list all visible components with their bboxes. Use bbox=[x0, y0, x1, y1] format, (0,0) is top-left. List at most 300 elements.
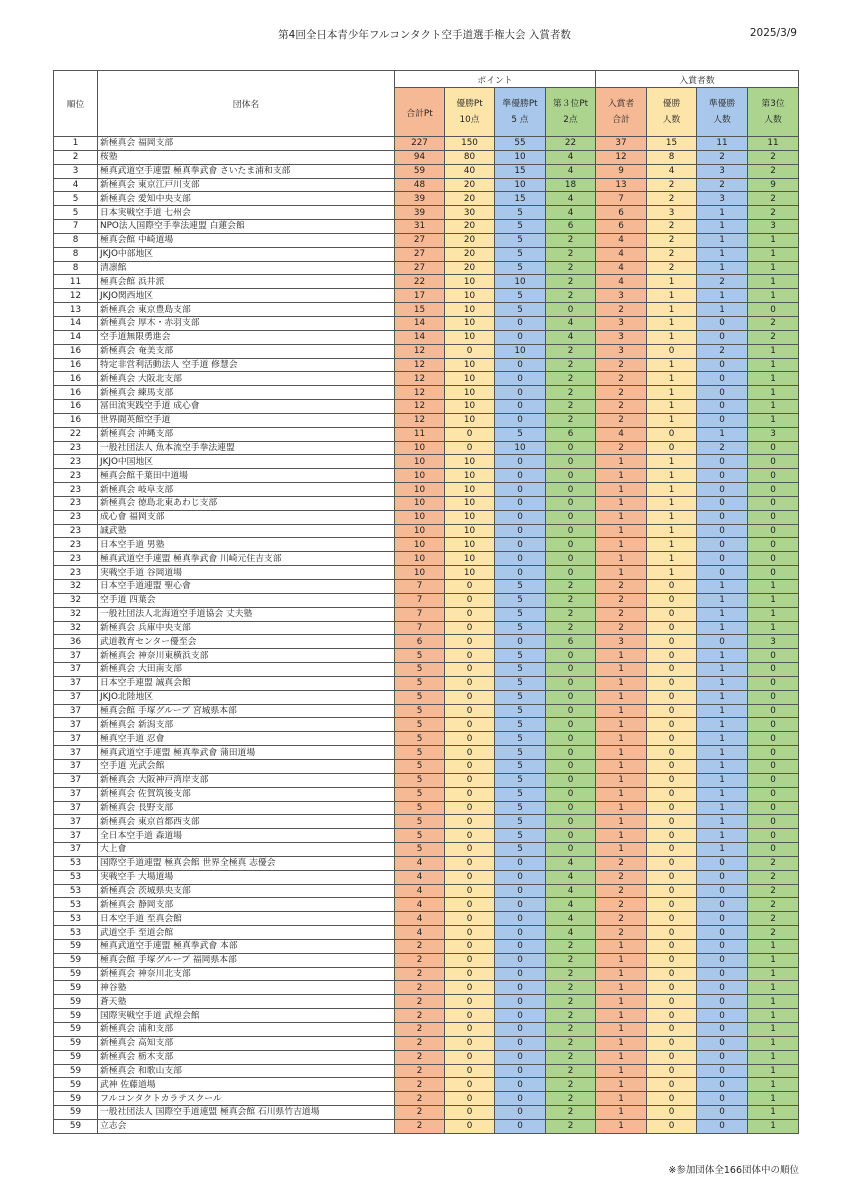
rank-cell: 59 bbox=[54, 1023, 98, 1037]
total-pt-cell: 10 bbox=[395, 496, 445, 510]
table-row bbox=[54, 898, 799, 912]
sub-pt-cell: 0 bbox=[495, 856, 546, 870]
sub-pt-cell: 15 bbox=[495, 164, 546, 178]
winners-total-cell: 1 bbox=[596, 649, 647, 663]
third-count-cell: 1 bbox=[748, 233, 799, 247]
sub-count-cell: 0 bbox=[697, 386, 748, 400]
total-pt-cell: 5 bbox=[395, 732, 445, 746]
winners-total-cell: 1 bbox=[596, 690, 647, 704]
team-name-cell: 大上會 bbox=[98, 843, 395, 857]
third-count-cell: 0 bbox=[748, 718, 799, 732]
sub-pt-cell: 0 bbox=[495, 566, 546, 580]
rank-cell: 23 bbox=[54, 566, 98, 580]
rank-cell: 23 bbox=[54, 441, 98, 455]
third-count-cell: 1 bbox=[748, 1009, 799, 1023]
sub-count-cell: 0 bbox=[697, 967, 748, 981]
winners-total-cell: 2 bbox=[596, 386, 647, 400]
third-pt-cell: 2 bbox=[546, 400, 596, 414]
team-name-cell: 実戦空手道 谷岡道場 bbox=[98, 566, 395, 580]
win-pt-cell: 0 bbox=[445, 829, 495, 843]
sub-pt-cell: 0 bbox=[495, 330, 546, 344]
winners-total-cell: 2 bbox=[596, 912, 647, 926]
sub-count-cell: 1 bbox=[697, 663, 748, 677]
total-pt-cell: 12 bbox=[395, 344, 445, 358]
rank-cell: 53 bbox=[54, 884, 98, 898]
sub-pt-cell: 0 bbox=[495, 995, 546, 1009]
win-count-cell: 2 bbox=[647, 261, 697, 275]
third-pt-cell: 0 bbox=[546, 524, 596, 538]
third-count-cell: 0 bbox=[748, 773, 799, 787]
third-count-cell: 0 bbox=[748, 441, 799, 455]
rank-header: 順位 bbox=[54, 71, 98, 137]
win-pt-cell: 0 bbox=[445, 981, 495, 995]
total-pt-cell: 227 bbox=[395, 137, 445, 151]
sub-pt-cell: 5 bbox=[495, 843, 546, 857]
table-row bbox=[54, 856, 799, 870]
table-row bbox=[54, 870, 799, 884]
third-pt-cell: 0 bbox=[546, 496, 596, 510]
sub-count-cell: 0 bbox=[697, 538, 748, 552]
third-count-cell: 0 bbox=[748, 815, 799, 829]
winners-total-cell: 4 bbox=[596, 261, 647, 275]
win-count-cell: 0 bbox=[647, 1092, 697, 1106]
win-count-cell: 0 bbox=[647, 607, 697, 621]
third-count-cell: 0 bbox=[748, 732, 799, 746]
sub-count-cell: 0 bbox=[697, 1050, 748, 1064]
team-name-cell: 新極真会 東京豊島支部 bbox=[98, 303, 395, 317]
sub-count-cell: 2 bbox=[697, 275, 748, 289]
third-pt-cell: 2 bbox=[546, 621, 596, 635]
team-name-cell: 新極真会 愛知中央支部 bbox=[98, 192, 395, 206]
win-count-cell: 0 bbox=[647, 344, 697, 358]
third-pt-cell: 2 bbox=[546, 1064, 596, 1078]
third-pt-cell: 4 bbox=[546, 316, 596, 330]
win-pt-cell: 0 bbox=[445, 621, 495, 635]
win-count-cell: 0 bbox=[647, 773, 697, 787]
table-row bbox=[54, 496, 799, 510]
rank-cell: 4 bbox=[54, 178, 98, 192]
rank-cell: 32 bbox=[54, 580, 98, 594]
third-count-cell: 0 bbox=[748, 829, 799, 843]
third-count-cell: 0 bbox=[748, 690, 799, 704]
third-count-cell: 0 bbox=[748, 524, 799, 538]
third-pt-cell: 2 bbox=[546, 275, 596, 289]
total-pt-cell: 2 bbox=[395, 1119, 445, 1133]
rank-cell: 16 bbox=[54, 386, 98, 400]
team-name-cell: 世界闘英館空手道 bbox=[98, 413, 395, 427]
sub-pt-cell: 0 bbox=[495, 1050, 546, 1064]
sub-pt-cell: 5 bbox=[495, 759, 546, 773]
win-count-cell: 0 bbox=[647, 676, 697, 690]
rank-cell: 32 bbox=[54, 621, 98, 635]
total-pt-cell: 27 bbox=[395, 233, 445, 247]
sub-pt-cell: 5 bbox=[495, 303, 546, 317]
third-pt-cell: 2 bbox=[546, 607, 596, 621]
rank-cell: 12 bbox=[54, 289, 98, 303]
sub-count-cell: 1 bbox=[697, 427, 748, 441]
rank-cell: 37 bbox=[54, 759, 98, 773]
win-pt-cell: 0 bbox=[445, 1036, 495, 1050]
win-count-cell: 0 bbox=[647, 1078, 697, 1092]
sub-count-cell: 0 bbox=[697, 856, 748, 870]
third-pt-cell: 0 bbox=[546, 455, 596, 469]
third-pt-cell: 6 bbox=[546, 220, 596, 234]
win-pt-cell: 0 bbox=[445, 912, 495, 926]
third-count-cell: 1 bbox=[748, 344, 799, 358]
footer-note: ※参加団体全166団体中の順位 bbox=[668, 1165, 799, 1176]
table-row bbox=[54, 524, 799, 538]
win-pt-cell: 0 bbox=[445, 1078, 495, 1092]
third-count-cell: 1 bbox=[748, 953, 799, 967]
sub-pt-cell: 0 bbox=[495, 524, 546, 538]
sub-count-cell: 1 bbox=[697, 649, 748, 663]
rank-cell: 59 bbox=[54, 1050, 98, 1064]
table-row bbox=[54, 995, 799, 1009]
winners-total-cell: 6 bbox=[596, 206, 647, 220]
third-count-cell: 0 bbox=[748, 510, 799, 524]
winners-total-cell: 1 bbox=[596, 1106, 647, 1120]
third-count-cell: 2 bbox=[748, 330, 799, 344]
sub-count-cell: 1 bbox=[697, 815, 748, 829]
total-pt-cell: 5 bbox=[395, 787, 445, 801]
third-count-cell: 2 bbox=[748, 884, 799, 898]
sub-count-cell: 1 bbox=[697, 759, 748, 773]
sub-count-cell: 1 bbox=[697, 773, 748, 787]
third-pt-cell: 0 bbox=[546, 843, 596, 857]
third-count-cell: 2 bbox=[748, 926, 799, 940]
rank-cell: 53 bbox=[54, 870, 98, 884]
win-pt-cell: 0 bbox=[445, 427, 495, 441]
third-count-cell: 0 bbox=[748, 566, 799, 580]
win-pt-cell: 20 bbox=[445, 233, 495, 247]
sub-count-cell: 1 bbox=[697, 580, 748, 594]
page-title: 第4回全日本青少年フルコンタクト空手道選手権大会 入賞者数 bbox=[278, 29, 571, 41]
rank-cell: 37 bbox=[54, 773, 98, 787]
winners-total-header: 入賞者 合計 bbox=[596, 88, 647, 137]
win-pt-cell: 20 bbox=[445, 261, 495, 275]
table-row bbox=[54, 1092, 799, 1106]
total-pt-cell: 7 bbox=[395, 621, 445, 635]
table-row bbox=[54, 316, 799, 330]
table-row bbox=[54, 137, 799, 151]
sub-count-cell: 1 bbox=[697, 220, 748, 234]
win-count-cell: 1 bbox=[647, 552, 697, 566]
third-pt-cell: 2 bbox=[546, 372, 596, 386]
win-count-cell: 0 bbox=[647, 967, 697, 981]
table-row bbox=[54, 233, 799, 247]
third-count-cell: 0 bbox=[748, 455, 799, 469]
rank-cell: 53 bbox=[54, 898, 98, 912]
third-count-cell: 1 bbox=[748, 1119, 799, 1133]
sub-pt-cell: 5 bbox=[495, 649, 546, 663]
win-count-cell: 0 bbox=[647, 829, 697, 843]
total-pt-cell: 10 bbox=[395, 441, 445, 455]
third-pt-cell: 2 bbox=[546, 981, 596, 995]
team-name-cell: 極真武道空手連盟 極真拳武會 さいたま浦和支部 bbox=[98, 164, 395, 178]
win-pt-cell: 0 bbox=[445, 967, 495, 981]
table-row bbox=[54, 206, 799, 220]
team-name-cell: JKJO中部地区 bbox=[98, 247, 395, 261]
third-count-cell: 3 bbox=[748, 635, 799, 649]
total-pt-cell: 39 bbox=[395, 192, 445, 206]
win-pt-cell: 10 bbox=[445, 386, 495, 400]
winners-total-cell: 2 bbox=[596, 898, 647, 912]
win-pt-cell: 10 bbox=[445, 524, 495, 538]
win-count-cell: 4 bbox=[647, 164, 697, 178]
table-row bbox=[54, 912, 799, 926]
win-pt-cell: 0 bbox=[445, 926, 495, 940]
third-count-cell: 11 bbox=[748, 137, 799, 151]
third-count-cell: 1 bbox=[748, 1106, 799, 1120]
total-pt-cell: 2 bbox=[395, 995, 445, 1009]
win-pt-cell: 0 bbox=[445, 870, 495, 884]
sub-pt-cell: 5 bbox=[495, 815, 546, 829]
table-row bbox=[54, 732, 799, 746]
sub-pt-cell: 0 bbox=[495, 358, 546, 372]
total-pt-cell: 4 bbox=[395, 912, 445, 926]
win-count-cell: 0 bbox=[647, 593, 697, 607]
third-count-cell: 0 bbox=[748, 746, 799, 760]
table-row bbox=[54, 386, 799, 400]
results-body bbox=[54, 137, 799, 1134]
team-name-cell: JKJO中国地区 bbox=[98, 455, 395, 469]
sub-count-cell: 3 bbox=[697, 192, 748, 206]
sub-pt-header: 準優勝Pt 5 点 bbox=[495, 88, 546, 137]
win-count-cell: 1 bbox=[647, 413, 697, 427]
rank-cell: 37 bbox=[54, 801, 98, 815]
winners-total-cell: 1 bbox=[596, 759, 647, 773]
sub-count-cell: 1 bbox=[697, 261, 748, 275]
winners-total-cell: 1 bbox=[596, 732, 647, 746]
sub-count-cell: 0 bbox=[697, 400, 748, 414]
winners-total-cell: 2 bbox=[596, 593, 647, 607]
team-name-cell: 新極真会 神奈川北支部 bbox=[98, 967, 395, 981]
table-row bbox=[54, 718, 799, 732]
rank-cell: 2 bbox=[54, 150, 98, 164]
win-count-header: 優勝 人数 bbox=[647, 88, 697, 137]
total-pt-cell: 4 bbox=[395, 898, 445, 912]
win-pt-cell: 0 bbox=[445, 1050, 495, 1064]
win-count-cell: 1 bbox=[647, 566, 697, 580]
total-pt-cell: 5 bbox=[395, 746, 445, 760]
sub-pt-cell: 0 bbox=[495, 967, 546, 981]
third-pt-cell: 0 bbox=[546, 663, 596, 677]
rank-cell: 36 bbox=[54, 635, 98, 649]
sub-count-cell: 3 bbox=[697, 164, 748, 178]
rank-cell: 37 bbox=[54, 829, 98, 843]
winners-total-cell: 1 bbox=[596, 1078, 647, 1092]
table-row bbox=[54, 400, 799, 414]
sub-count-cell: 0 bbox=[697, 552, 748, 566]
winners-total-cell: 1 bbox=[596, 524, 647, 538]
winners-total-cell: 1 bbox=[596, 981, 647, 995]
sub-count-cell: 1 bbox=[697, 247, 748, 261]
rank-cell: 37 bbox=[54, 815, 98, 829]
team-name-cell: 新極真会 兵庫中央支部 bbox=[98, 621, 395, 635]
third-pt-cell: 22 bbox=[546, 137, 596, 151]
total-pt-cell: 5 bbox=[395, 773, 445, 787]
winners-total-cell: 4 bbox=[596, 275, 647, 289]
winners-total-cell: 1 bbox=[596, 815, 647, 829]
team-name-cell: 武神 佐藤道場 bbox=[98, 1078, 395, 1092]
sub-pt-cell: 5 bbox=[495, 718, 546, 732]
sub-pt-cell: 0 bbox=[495, 400, 546, 414]
winners-total-cell: 1 bbox=[596, 663, 647, 677]
winners-total-cell: 12 bbox=[596, 150, 647, 164]
table-row bbox=[54, 372, 799, 386]
sub-count-cell: 1 bbox=[697, 289, 748, 303]
team-name-cell: 極真会館千葉田中道場 bbox=[98, 469, 395, 483]
total-pt-cell: 14 bbox=[395, 330, 445, 344]
sub-pt-cell: 0 bbox=[495, 981, 546, 995]
rank-cell: 53 bbox=[54, 926, 98, 940]
win-count-cell: 1 bbox=[647, 469, 697, 483]
win-pt-cell: 150 bbox=[445, 137, 495, 151]
rank-cell: 14 bbox=[54, 316, 98, 330]
rank-cell: 37 bbox=[54, 787, 98, 801]
win-count-cell: 1 bbox=[647, 303, 697, 317]
total-pt-cell: 10 bbox=[395, 469, 445, 483]
table-row bbox=[54, 759, 799, 773]
total-pt-cell: 7 bbox=[395, 607, 445, 621]
sub-count-cell: 1 bbox=[697, 621, 748, 635]
win-pt-cell: 0 bbox=[445, 939, 495, 953]
total-pt-cell: 5 bbox=[395, 843, 445, 857]
total-pt-cell: 4 bbox=[395, 870, 445, 884]
team-name-cell: 新極真会 東京江戸川支部 bbox=[98, 178, 395, 192]
team-name-cell: 空手道 四葉会 bbox=[98, 593, 395, 607]
team-name-cell: 神谷塾 bbox=[98, 981, 395, 995]
third-count-cell: 1 bbox=[748, 593, 799, 607]
sub-pt-cell: 0 bbox=[495, 870, 546, 884]
third-pt-cell: 2 bbox=[546, 413, 596, 427]
team-name-cell: 新極真会 奄美支部 bbox=[98, 344, 395, 358]
sub-count-cell: 1 bbox=[697, 233, 748, 247]
winners-total-cell: 2 bbox=[596, 621, 647, 635]
table-row bbox=[54, 953, 799, 967]
win-pt-cell: 0 bbox=[445, 746, 495, 760]
rank-cell: 59 bbox=[54, 1078, 98, 1092]
third-pt-cell: 0 bbox=[546, 801, 596, 815]
third-count-cell: 0 bbox=[748, 649, 799, 663]
team-name-cell: 新極真会 佐賀筑後支部 bbox=[98, 787, 395, 801]
third-pt-cell: 2 bbox=[546, 1050, 596, 1064]
win-pt-cell: 0 bbox=[445, 663, 495, 677]
win-pt-cell: 10 bbox=[445, 552, 495, 566]
total-pt-cell: 4 bbox=[395, 856, 445, 870]
total-pt-cell: 10 bbox=[395, 524, 445, 538]
win-pt-cell: 10 bbox=[445, 510, 495, 524]
sub-pt-cell: 0 bbox=[495, 1106, 546, 1120]
sub-pt-cell: 5 bbox=[495, 289, 546, 303]
team-name-cell: 一般社団法人北海道空手道協会 丈夫塾 bbox=[98, 607, 395, 621]
third-count-cell: 1 bbox=[748, 995, 799, 1009]
sub-pt-cell: 0 bbox=[495, 510, 546, 524]
sub-pt-cell: 0 bbox=[495, 635, 546, 649]
team-name-cell: JKJO関西地区 bbox=[98, 289, 395, 303]
table-row bbox=[54, 552, 799, 566]
rank-cell: 37 bbox=[54, 746, 98, 760]
win-count-cell: 0 bbox=[647, 953, 697, 967]
total-pt-cell: 2 bbox=[395, 1078, 445, 1092]
third-count-cell: 0 bbox=[748, 303, 799, 317]
winners-total-cell: 1 bbox=[596, 1092, 647, 1106]
win-count-cell: 0 bbox=[647, 1119, 697, 1133]
total-pt-cell: 10 bbox=[395, 566, 445, 580]
sub-pt-cell: 5 bbox=[495, 607, 546, 621]
winners-total-cell: 13 bbox=[596, 178, 647, 192]
third-count-cell: 3 bbox=[748, 427, 799, 441]
team-name-cell: 武道空手 至道会館 bbox=[98, 926, 395, 940]
win-count-cell: 0 bbox=[647, 732, 697, 746]
win-pt-cell: 0 bbox=[445, 856, 495, 870]
third-count-cell: 1 bbox=[748, 1064, 799, 1078]
sub-pt-cell: 0 bbox=[495, 912, 546, 926]
rank-cell: 59 bbox=[54, 967, 98, 981]
third-pt-cell: 0 bbox=[546, 469, 596, 483]
rank-cell: 37 bbox=[54, 690, 98, 704]
winners-total-cell: 1 bbox=[596, 455, 647, 469]
sub-count-cell: 0 bbox=[697, 912, 748, 926]
third-count-cell: 1 bbox=[748, 1023, 799, 1037]
table-row bbox=[54, 939, 799, 953]
team-name-cell: 新極真会 岐阜支部 bbox=[98, 483, 395, 497]
third-pt-cell: 2 bbox=[546, 580, 596, 594]
total-pt-cell: 5 bbox=[395, 690, 445, 704]
rank-cell: 16 bbox=[54, 400, 98, 414]
win-count-cell: 0 bbox=[647, 981, 697, 995]
win-pt-cell: 0 bbox=[445, 995, 495, 1009]
table-row bbox=[54, 801, 799, 815]
winners-total-cell: 1 bbox=[596, 773, 647, 787]
team-name-cell: 成心會 福岡支部 bbox=[98, 510, 395, 524]
sub-pt-cell: 5 bbox=[495, 220, 546, 234]
sub-pt-cell: 0 bbox=[495, 898, 546, 912]
team-name-cell: 蒼天塾 bbox=[98, 995, 395, 1009]
team-name-cell: 特定非営利活動法人 空手道 修慧会 bbox=[98, 358, 395, 372]
winners-total-cell: 4 bbox=[596, 233, 647, 247]
rank-cell: 53 bbox=[54, 856, 98, 870]
table-row bbox=[54, 358, 799, 372]
sub-count-cell: 0 bbox=[697, 898, 748, 912]
win-count-cell: 0 bbox=[647, 939, 697, 953]
third-pt-cell: 0 bbox=[546, 746, 596, 760]
table-row bbox=[54, 1009, 799, 1023]
win-count-cell: 1 bbox=[647, 538, 697, 552]
sub-pt-cell: 0 bbox=[495, 538, 546, 552]
win-pt-cell: 0 bbox=[445, 649, 495, 663]
team-name-cell: 武道教育センター優至会 bbox=[98, 635, 395, 649]
winners-total-cell: 1 bbox=[596, 718, 647, 732]
total-pt-cell: 2 bbox=[395, 1023, 445, 1037]
team-name-cell: 極真会館 手塚グループ 福岡県本部 bbox=[98, 953, 395, 967]
winners-total-cell: 1 bbox=[596, 469, 647, 483]
rank-cell: 59 bbox=[54, 1106, 98, 1120]
win-pt-cell: 0 bbox=[445, 732, 495, 746]
third-pt-cell: 0 bbox=[546, 815, 596, 829]
winners-total-cell: 1 bbox=[596, 1009, 647, 1023]
sub-pt-cell: 5 bbox=[495, 580, 546, 594]
third-pt-cell: 2 bbox=[546, 939, 596, 953]
rank-cell: 3 bbox=[54, 164, 98, 178]
third-pt-cell: 0 bbox=[546, 510, 596, 524]
team-name-cell: 新極真会 長野支部 bbox=[98, 801, 395, 815]
total-pt-cell: 2 bbox=[395, 953, 445, 967]
win-pt-cell: 0 bbox=[445, 773, 495, 787]
sub-pt-cell: 5 bbox=[495, 621, 546, 635]
winners-total-cell: 3 bbox=[596, 289, 647, 303]
winners-total-cell: 6 bbox=[596, 220, 647, 234]
